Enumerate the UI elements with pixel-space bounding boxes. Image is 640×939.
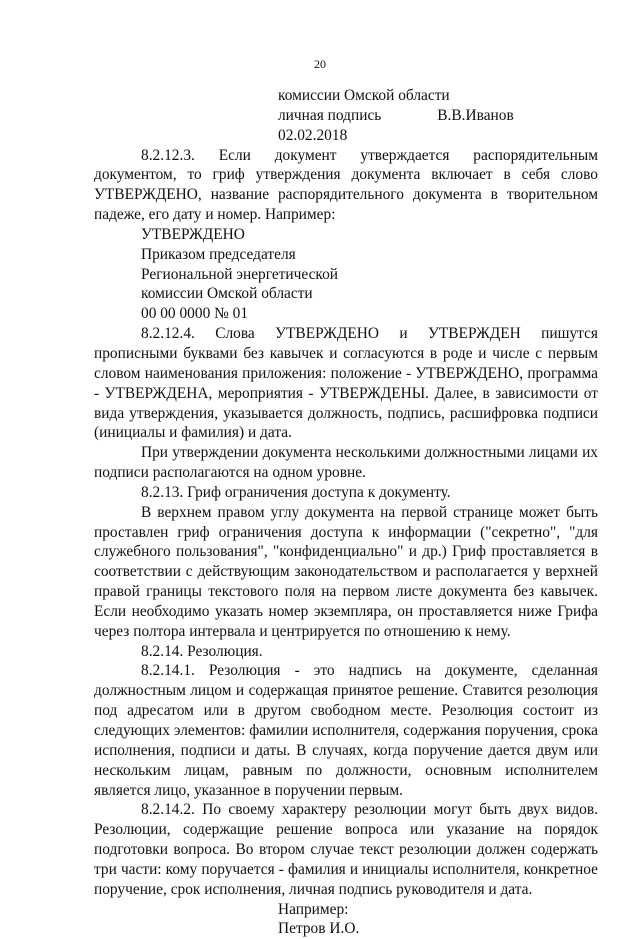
signature-name: В.В.Иванов	[437, 106, 514, 124]
document-body	[94, 86, 598, 939]
signature-row	[278, 106, 598, 126]
heading-8-2-13: 8.2.13. Гриф ограничения доступа к документу.	[141, 483, 451, 501]
signature-label: личная подпись	[278, 106, 382, 124]
paragraph-8-2-12-4: 8.2.12.4. Слова УТВЕРЖДЕНО и УТВЕРЖДЕН пишутся прописными буквами без кавычек и согласуются в роде и числе с первым словом наименования приложения: положение - УТВЕРЖДЕНО, программа - УТВЕРЖДЕНА, мероприятия - УТВЕРЖДЕНЫ. Далее, в зависимости от вида утверждения, указывается должность, подпись, расшифровка подписи (инициалы и фамилия) и дата.	[94, 325, 598, 442]
approval-line: 00 00 0000 № 01	[141, 305, 249, 323]
example-label: Например:	[278, 900, 349, 918]
paragraph-8-2-14-1: 8.2.14.1. Резолюция - это надпись на документе, сделанная должностным лицом и содержащая принятое решение. Ставится резолюция под адресатом или в другом свободном месте. Резолюция состоит из следующих элементов: фамилии исполнителя, содержания поручения, срока исполнения, подписи и даты. В случаях, когда поручение дается двум или нескольким лицам, равным по должности, основным исполнителем является лицо, указанное в поручении первым.	[94, 662, 598, 799]
signature-position-line: комиссии Омской области	[278, 87, 450, 104]
example-name: Петров И.О.	[278, 920, 360, 938]
signature-date: 02.02.2018	[278, 126, 348, 144]
paragraph-8-2-14-2: 8.2.14.2. По своему характеру резолюции могут быть двух видов. Резолюции, содержащие решение вопроса или указание на порядок подготовки вопроса. Во втором случае текст резолюции должен содержать три части: кому поручается - фамилия и инициалы исполнителя, конкретное поручение, срок исполнения, личная подпись руководителя и дата.	[94, 801, 598, 898]
paragraph-multi-officials: При утверждении документа несколькими должностными лицами их подписи располагаются на одном уровне.	[94, 444, 598, 482]
page-number: 20	[314, 57, 326, 71]
approval-line: комиссии Омской области	[141, 285, 313, 303]
paragraph-8-2-13: В верхнем правом углу документа на первой странице может быть проставлен гриф ограничения доступа к информации ("секретно", "для служебного пользования", "конфиденциально" и др.) Гриф проставляется в соответствии с действующим законодательством и располагается у верхней правой границы текстового поля на первом листе документа без кавычек. Если необходимо указать номер экземпляра, он проставляется ниже Грифа через полтора интервала и центрируется по отношению к нему.	[94, 503, 598, 640]
approval-stamp-example	[141, 225, 598, 324]
heading-8-2-14: 8.2.14. Резолюция.	[141, 642, 263, 660]
approval-line: Региональной энергетической	[141, 265, 339, 283]
approval-line: Приказом председателя	[141, 245, 296, 263]
approval-line: УТВЕРЖДЕНО	[141, 225, 245, 243]
top-signature-block	[278, 86, 598, 146]
resolution-example	[278, 900, 598, 939]
paragraph-8-2-12-3: 8.2.12.3. Если документ утверждается распорядительным документом, то гриф утверждения документа включает в себя слово УТВЕРЖДЕНО, название распорядительного документа в творительном падеже, его дату и номер. Например:	[94, 146, 598, 224]
